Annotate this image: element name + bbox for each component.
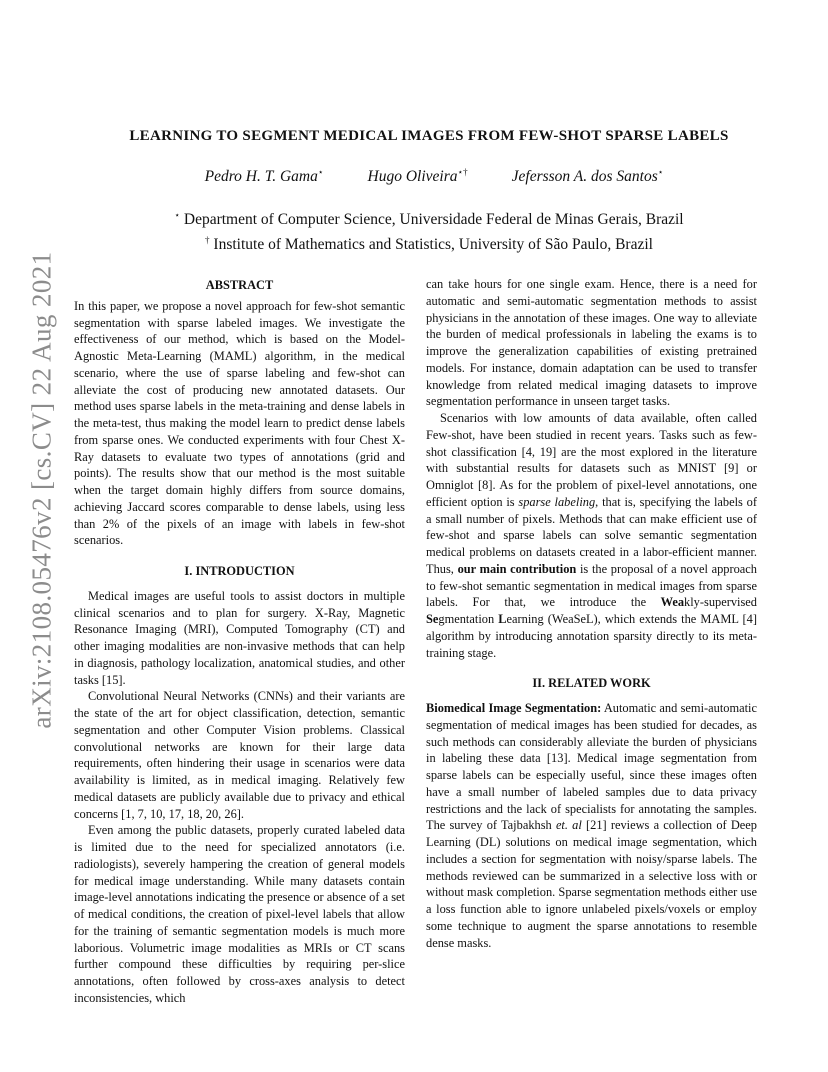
author: Pedro H. T. Gama⋆ xyxy=(204,167,324,186)
author: Hugo Oliveira⋆† xyxy=(367,167,468,186)
section-heading-related-work: II. RELATED WORK xyxy=(532,676,651,691)
paragraph: Medical images are useful tools to assist doctors in multiple clinical scenarios and to plan for surgery. X-Ray, Magnetic Resonance Imaging (MRI), Computed Tomography (CT) and other imaging modalities are non-invasive methods that can help in diagnosis, pathology localization, anatomical studies, and other tasks [15]. xyxy=(74,588,405,687)
affiliation: ⋆ Department of Computer Science, Universidade Federal de Minas Gerais, Brazil xyxy=(174,210,684,229)
paragraph: Scenarios with low amounts of data available, often called Few-shot, have been studied in recent years. Tasks such as few-shot classification [4, 19] are the most explored in the literature with substantial results for datasets such as MNIST [9] or Omniglot [8]. As for the problem of pixel-level annotations, one efficient option is sparse labeling, that is, specifying the labels of a small number of pixels. Methods that can make efficient use of few-shot and sparse labels can solve semantic segmentation medical problems on datasets created in a labor-efficient manner. Thus, our main contribution is the proposal of a novel approach to few-shot semantic segmentation in medical images from sparse labels. For that, we introduce the Weakly-supervised Segmentation Learning (WeaSeL), which extends the MAML [4] algorithm by introducing annotation sparsity directly to its meta-training stage. xyxy=(426,411,758,660)
section-heading-introduction: I. INTRODUCTION xyxy=(184,564,295,578)
arxiv-sidebar-stamp xyxy=(22,251,62,729)
abstract-text: In this paper, we propose a novel approach for few-shot semantic segmentation with sparse labeled images. We investigate the effectiveness of our method, which is based on the Model-Agnostic Meta-Learning (MAML) algorithm, in the medical scenario, where the use of sparse labeling and few-shot can alleviate the cost of producing new annotated datasets. Our method uses sparse labels in the meta-training and dense labels in the meta-test, thus making the model learn to predict dense labels from sparse ones. We conducted experiments with four Chest X-Ray datasets to evaluate two types of annotations (grid and points). The results show that our method is the most suitable when the target domain highly differs from source domains, achieving Jaccard scores comparable to dense labels, using less than 2% of the pixels of an image with labels in few-shot scenarios. xyxy=(74,298,405,548)
paragraph: Even among the public datasets, properly curated labeled data is limited due to the need for specialized annotators (i.e. radiologists), severely hampering the creation of general models for medical image understanding. While many datasets contain image-level annotations indicating the presence or absence of a set of medical conditions, the creation of pixel-level labels that allow for the training of semantic segmentation models is much more laborious. Volumetric image modalities as MRIs or CT scans further compound these difficulties by requiring per-slice annotations, often followed by cross-axes analysis to detect inconsistencies, which xyxy=(74,823,405,1005)
abstract-heading: ABSTRACT xyxy=(205,278,274,292)
paragraph: Biomedical Image Segmentation: Automatic and semi-automatic segmentation of medical images has been studied for decades, as such methods can considerably alleviate the burden of physicians in labeling these data [13]. Medical image segmentation from sparse labels can be especially useful, since these images often have a small number of labeled samples due to data privacy restrictions and the lack of specialists for annotating the samples. The survey of Tajbakhsh et. al [21] reviews a collection of Deep Learning (DL) solutions on medical image segmentation, which includes a section for segmentation with noisy/sparse labels. The methods reviewed can be summarized in a selective loss with or without mask completion. Sparse segmentation methods either use a loss function able to ignore unlabeled pixels/voxels or employ some technique to augment the sparse annotations to resemble dense masks. xyxy=(426,701,757,950)
author-list xyxy=(100,167,768,186)
paragraph: Convolutional Neural Networks (CNNs) and their variants are the state of the art for object classification, detection, semantic segmentation and other Computer Vision problems. Classical convolutional networks are known for their large data requirements, often hindering their usage in scenarios were data availability is limited, as in medical imaging. Relatively few medical datasets are publicly available due to privacy and ethical concerns [1, 7, 10, 17, 18, 20, 26]. xyxy=(74,689,405,821)
paper-title: LEARNING TO SEGMENT MEDICAL IMAGES FROM FEW-SHOT SPARSE LABELS xyxy=(129,128,729,144)
arxiv-id: arXiv:2108.05476v2 [cs.CV] 22 Aug 2021 xyxy=(26,251,57,729)
author: Jefersson A. dos Santos⋆ xyxy=(511,167,664,186)
left-column xyxy=(74,276,405,1007)
paragraph-continued: can take hours for one single exam. Hence, there is a need for automatic and semi-automatic segmentation methods to assist physicians in the annotation of these images. One way to alleviate the burden of medical professionals in labeling the exams is to improve the generalization capabilities of existing pretrained models. For instance, domain adaptation can be used to transfer knowledge from related medical imaging datasets to improve segmentation performance in unseen target tasks. xyxy=(426,277,757,409)
right-column xyxy=(426,276,757,951)
affiliation: † Institute of Mathematics and Statistics, University of São Paulo, Brazil xyxy=(205,235,653,254)
affiliations xyxy=(60,205,798,255)
